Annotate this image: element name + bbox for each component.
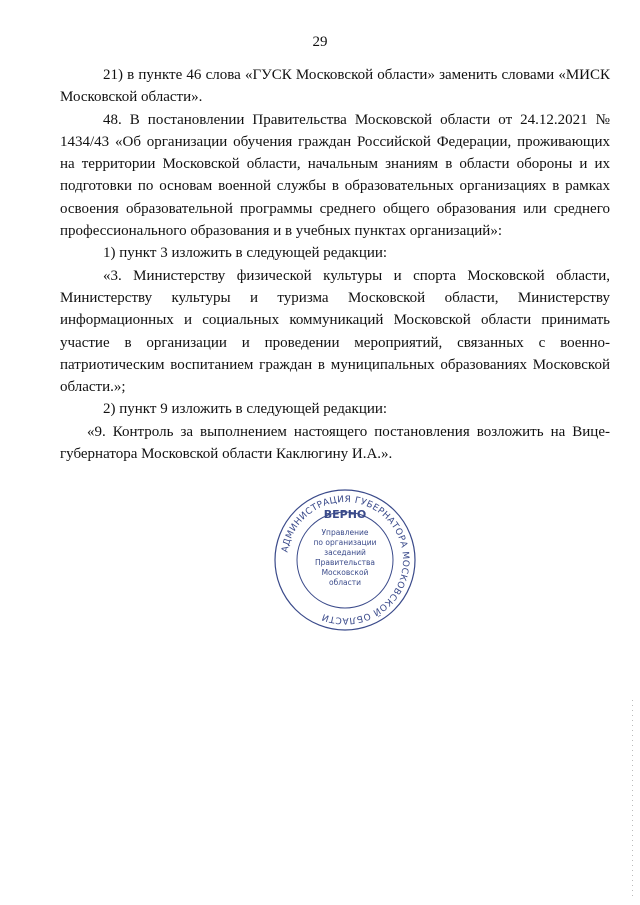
page-number: 29 bbox=[312, 34, 328, 50]
seal-inner-line: Правительства bbox=[315, 558, 375, 567]
paragraph-quote-3: «3. Министерству физической культуры и спорта Московской области, Министерству культуры и туризма Московской области, Министерству информационных и социальных коммуникаций Московской области принимать участие в организации и проведении мероприятий, связанных с военно-патриотическим воспитанием граждан в муниципальных образованиях Московской области.»; bbox=[60, 267, 610, 396]
document-body bbox=[60, 64, 610, 465]
seal-inner-line: Московской bbox=[321, 568, 369, 577]
paragraph-item-21: 21) в пункте 46 слова «ГУСК Московской области» заменить словами «МИСК Московской области». bbox=[60, 67, 610, 106]
paragraph-quote-9: «9. Контроль за выполнением настоящего постановления возложить на Вице-губернатора Московской области Каклюгину И.А.». bbox=[60, 423, 610, 463]
seal-inner-line: области bbox=[329, 578, 361, 587]
seal-ring-text: АДМИНИСТРАЦИЯ ГУБЕРНАТОРА МОСКОВСКОЙ ОБЛАСТИ bbox=[280, 494, 411, 626]
paragraph-item-48: 48. В постановлении Правительства Московской области от 24.12.2021 № 1434/43 «Об организации обучения граждан Российской Федерации, проживающих на территории Московской области, начальным знаниям в области обороны и их подготовки по основам военной службы в образовательных организациях в рамках освоения образовательной программы среднего общего образования или среднего профессионального образования и в учебных пунктах организаций»: bbox=[60, 111, 610, 240]
paragraph-subitem-1: 1) пункт 3 изложить в следующей редакции: bbox=[103, 245, 388, 262]
scan-edge-marks bbox=[631, 700, 634, 900]
seal-stamp-word: ВЕРНО bbox=[323, 508, 367, 521]
seal-inner-line: по организации bbox=[313, 538, 377, 547]
official-seal bbox=[270, 485, 420, 635]
seal-inner-line: Управление bbox=[321, 528, 369, 537]
paragraph-subitem-2: 2) пункт 9 изложить в следующей редакции: bbox=[103, 401, 388, 418]
seal-inner-line: заседаний bbox=[324, 548, 366, 557]
